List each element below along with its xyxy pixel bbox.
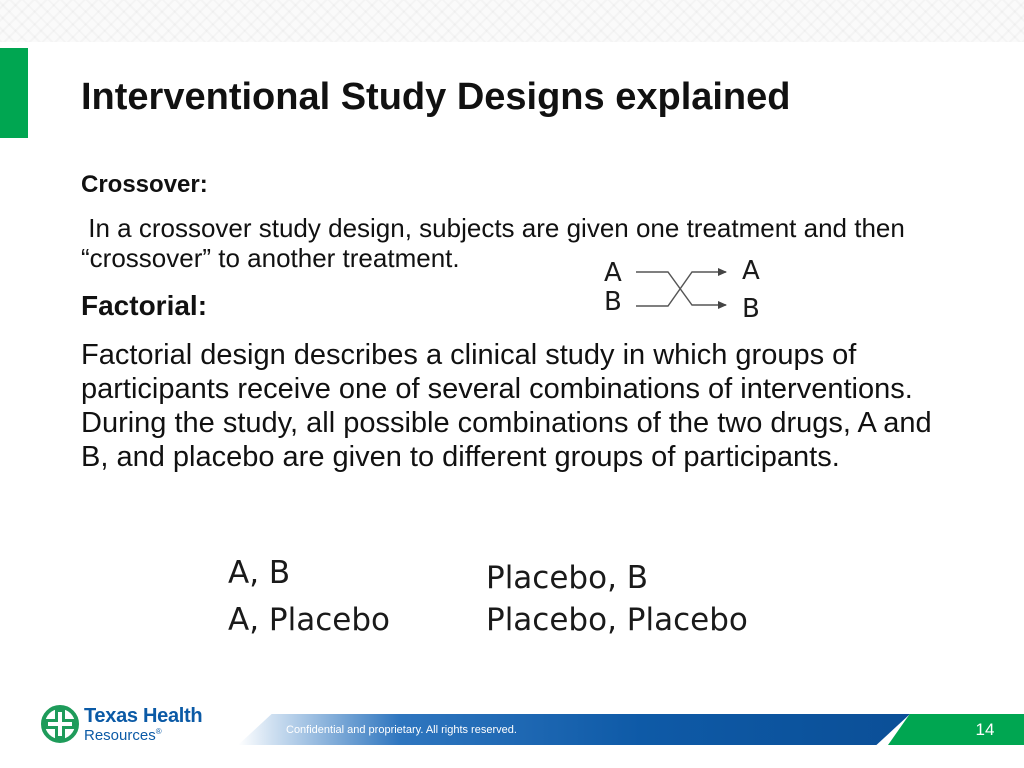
factorial-description: Factorial design describes a clinical study in which groups of participants receive one of several combinations of interventions. During the study, all possible combinations of the two drugs, A and B, and placebo are given to different groups of participants. bbox=[81, 339, 932, 473]
logo-registered-mark: ® bbox=[155, 727, 162, 736]
texas-health-logo bbox=[40, 704, 240, 748]
diagram-right-b: B bbox=[742, 294, 760, 324]
diagram-right-a: A bbox=[742, 256, 760, 286]
diagram-left-b: B bbox=[604, 287, 622, 317]
crossover-description bbox=[81, 213, 931, 273]
logo-text-resources: Resources bbox=[84, 727, 156, 744]
logo-text-line2 bbox=[84, 727, 162, 744]
crossover-text: In a crossover study design, subjects are given one treatment and then “crossover” to another treatment. bbox=[81, 213, 905, 273]
combination-a-placebo: A, Placebo bbox=[228, 602, 390, 638]
combination-a-b: A, B bbox=[228, 555, 291, 591]
page-number-tab bbox=[888, 714, 1024, 745]
accent-bar bbox=[0, 48, 28, 138]
diagram-left-a: A bbox=[604, 258, 622, 288]
crossover-heading: Crossover: bbox=[81, 171, 208, 198]
factorial-heading: Factorial: bbox=[81, 290, 208, 321]
page-number: 14 bbox=[975, 720, 995, 739]
texas-health-cross-logo-icon bbox=[40, 704, 80, 744]
combination-placebo-placebo: Placebo, Placebo bbox=[486, 602, 748, 638]
footer-confidential: Confidential and proprietary. All rights reserved. bbox=[286, 724, 517, 736]
crossover-diagram-icon bbox=[598, 252, 770, 326]
header-pattern bbox=[0, 0, 1024, 42]
logo-text-line1: Texas Health bbox=[84, 705, 203, 727]
slide-title: Interventional Study Designs explained bbox=[81, 76, 791, 118]
combination-placebo-b: Placebo, B bbox=[486, 560, 649, 596]
